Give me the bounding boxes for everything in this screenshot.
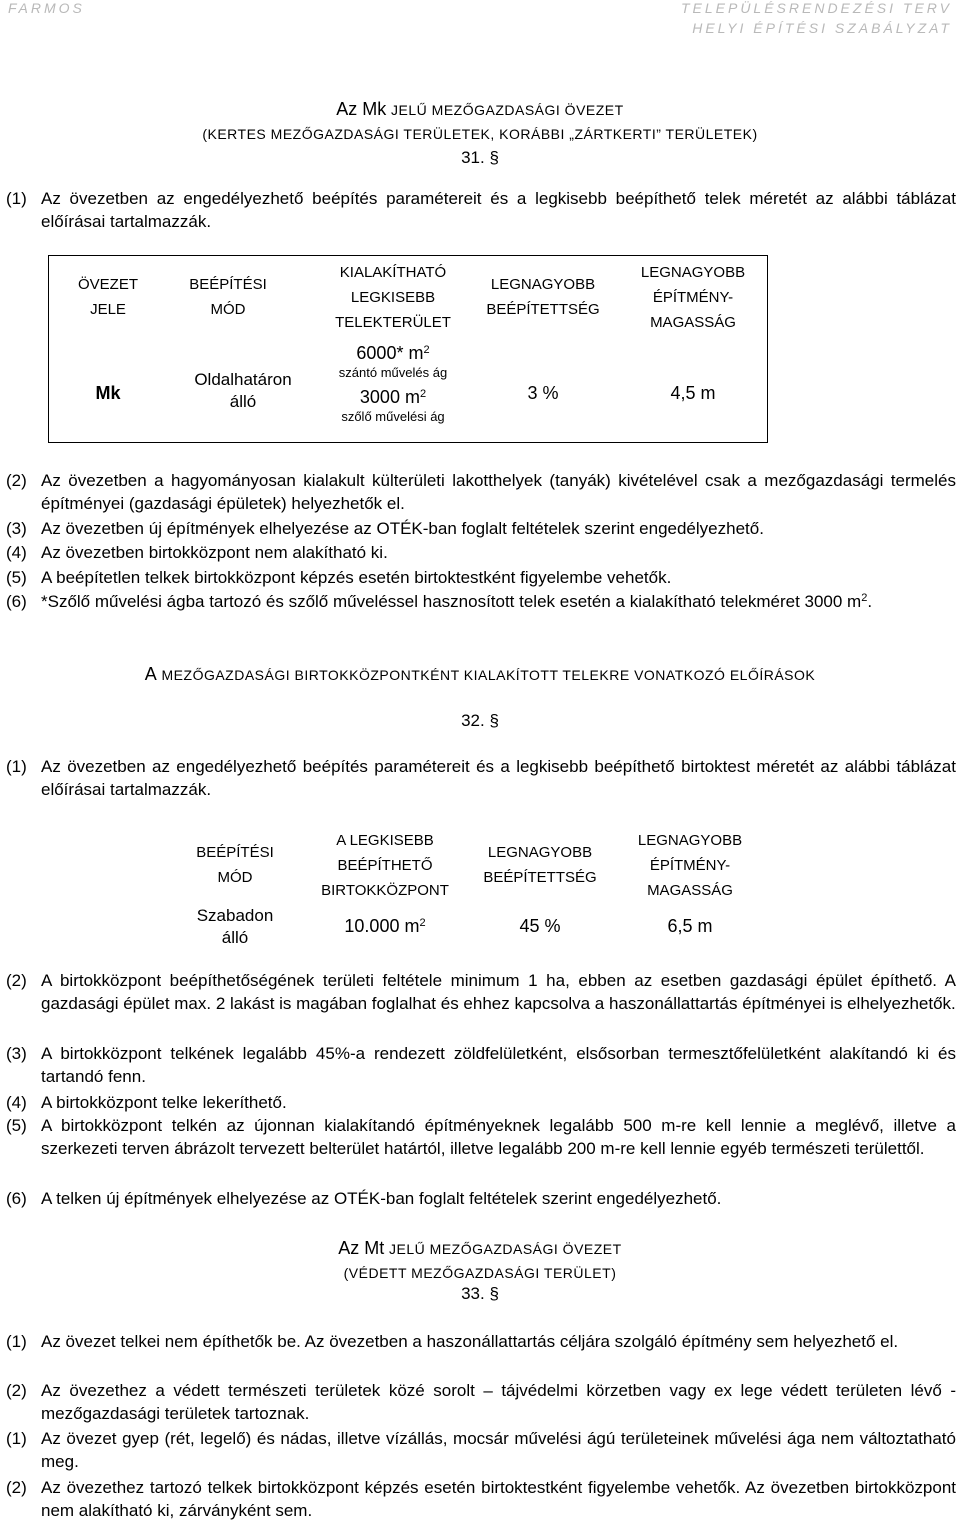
s31-item-3: (3) Az övezetben új építmények elhelyezése az OTÉK-ban foglalt feltételek szerint engedélyezhető. <box>6 519 764 538</box>
s33-item-2: (2) Az övezethez a védett természeti területek közé sorolt – tájvédelmi körzetben vagy ex lege védett területen lévő - mezőgazdasági területek tartoznak. <box>6 1381 956 1423</box>
s32-item-3: (3) A birtokközpont telkének legalább 45%-a rendezett zöldfelületként, elsősorban termesztőfelületként alakítandó ki és tartandó fenn. <box>6 1044 956 1086</box>
header-right-line2: HELYI ÉPÍTÉSI SZABÁLYZAT <box>692 20 952 36</box>
s31-table-header-height: LEGNAGYOBB ÉPÍTMÉNY- MAGASSÁG <box>640 264 746 331</box>
s33-item-4: (2) Az övezethez tartozó telkek birtokközpont képzés esetén birtoktestként figyelembe vehetők. Az övezetben birtokközpont nem alakítható ki, zárványként sem. <box>6 1478 956 1520</box>
s31-table-zone: Mk <box>95 383 121 403</box>
s32-table-mode: Szabadon álló <box>196 906 274 947</box>
s33-paragraph-number: 33. § <box>461 1284 499 1303</box>
s31-paragraph-number: 31. § <box>461 148 499 167</box>
s32-table-header-coverage: LEGNAGYOBB BEÉPÍTETTSÉG <box>483 844 597 886</box>
s31-table-height: 4,5 m <box>670 383 716 403</box>
s32-table-coverage: 45 % <box>519 916 561 936</box>
s31-item-1: (1) Az övezetben az engedélyezhető beépítés paramétereit és a legkisebb beépíthető telek méretét az alábbi táblázat előírásai tartalmazzák. <box>6 189 956 231</box>
header-left: FARMOS <box>8 0 85 16</box>
page-header <box>8 0 952 42</box>
s31-table-mode: Oldalhatáron álló <box>194 370 292 411</box>
s31-table-header-zone: ÖVEZET JELE <box>77 276 138 318</box>
s32-item-2: (2) A birtokközpont beépíthetőségének területi feltétele minimum 1 ha, ebben az esetben gazdasági épület építhető. A gazdasági épület max. 2 lakást is magában foglalhat és ehhez kapcsolva a haszonállattartás építményei is elhelyezhetők. <box>6 971 956 1013</box>
s32-item-6: (6) A telken új építmények elhelyezése az OTÉK-ban foglalt feltételek szerint engedélyezhető. <box>6 1189 722 1208</box>
s32-table-header-height: LEGNAGYOBB ÉPÍTMÉNY- MAGASSÁG <box>637 832 743 899</box>
s31-item-6: (6) *Szőlő művelési ágba tartozó és szőlő műveléssel hasznosított telek esetén a kialakítható telekméret 3000 $m^2$. <box>6 592 873 611</box>
header-right-line1: TELEPÜLÉSRENDEZÉSI TERV <box>680 0 952 16</box>
s31-table-header-mode: BEÉPÍTÉSI MÓD <box>189 276 267 318</box>
s31-subtitle: (KERTES MEZŐGAZDASÁGI TERÜLETEK, KORÁBBI „ZÁRTKERTI” TERÜLETEK) <box>202 126 758 142</box>
s32-table-height: 6,5 m <box>667 916 713 936</box>
s33-title: Az Mt JELŰ MEZŐGAZDASÁGI ÖVEZET <box>338 1238 622 1258</box>
s32-item-1: (1) Az övezetben az engedélyezhető beépítés paramétereit és a legkisebb beépíthető birtoktest méretét az alábbi táblázat előírásai tartalmazzák. <box>6 757 956 799</box>
s32-title: A MEZŐGAZDASÁGI BIRTOKKÖZPONTKÉNT KIALAKÍTOTT TELEKRE VONATKOZÓ ELŐÍRÁSOK <box>144 664 816 684</box>
s33-subtitle: (VÉDETT MEZŐGAZDASÁGI TERÜLET) <box>343 1265 617 1281</box>
s31-item-2: (2) Az övezetben a hagyományosan kialakult külterületi lakotthelyek (tanyák) kivételével csak a mezőgazdasági termelés építményei (gazdasági épületek) helyezhetők el. <box>6 471 956 513</box>
s31-table-area: 6000* $m^2$ szántó művelés ág 3000 $m^2$ szőlő művelési ág <box>338 343 448 424</box>
s32-table-header-mode: BEÉPÍTÉSI MÓD <box>196 844 274 886</box>
s32-item-4: (4) A birtokközpont telke lekeríthető. <box>6 1093 287 1112</box>
s33-item-1: (1) Az övezet telkei nem építhetők be. Az övezetben a haszonállattartás céljára szolgáló építmény sem helyezhető el. <box>6 1332 899 1351</box>
s32-table-area: 10.000 $m^2$ <box>344 916 426 936</box>
s32-item-5: (5) A birtokközpont telkén az újonnan kialakítandó építményeknek legalább 500 m-re kell lennie a meglévő, illetve a szerkezeti terven ábrázolt tervezett belterület határtól, illetve legalább 200 m-re kell lennie egyéb természeti területtől. <box>6 1116 956 1158</box>
s31-title: Az Mk JELŰ MEZŐGAZDASÁGI ÖVEZET <box>336 99 624 119</box>
s32-paragraph-number: 32. § <box>461 711 499 730</box>
s32-table-header-area: A LEGKISEBB BEÉPÍTHETŐ BIRTOKKÖZPONT <box>321 832 449 899</box>
s31-table-header-coverage: LEGNAGYOBB BEÉPÍTETTSÉG <box>486 276 600 318</box>
s31-item-4: (4) Az övezetben birtokközpont nem alakítható ki. <box>6 543 388 562</box>
s31-table-header-area: KIALAKÍTHATÓ LEGKISEBB TELEKTERÜLET <box>335 264 451 331</box>
s31-item-5: (5) A beépítetlen telkek birtokközpont képzés esetén birtoktestként figyelembe vehetők. <box>6 568 672 587</box>
s31-table-coverage: 3 % <box>527 383 559 403</box>
s33-item-3: (1) Az övezet gyep (rét, legelő) és nádas, illetve vízállás, mocsár művelési ágú területeinek művelési ága nem változtatható meg. <box>6 1429 956 1471</box>
